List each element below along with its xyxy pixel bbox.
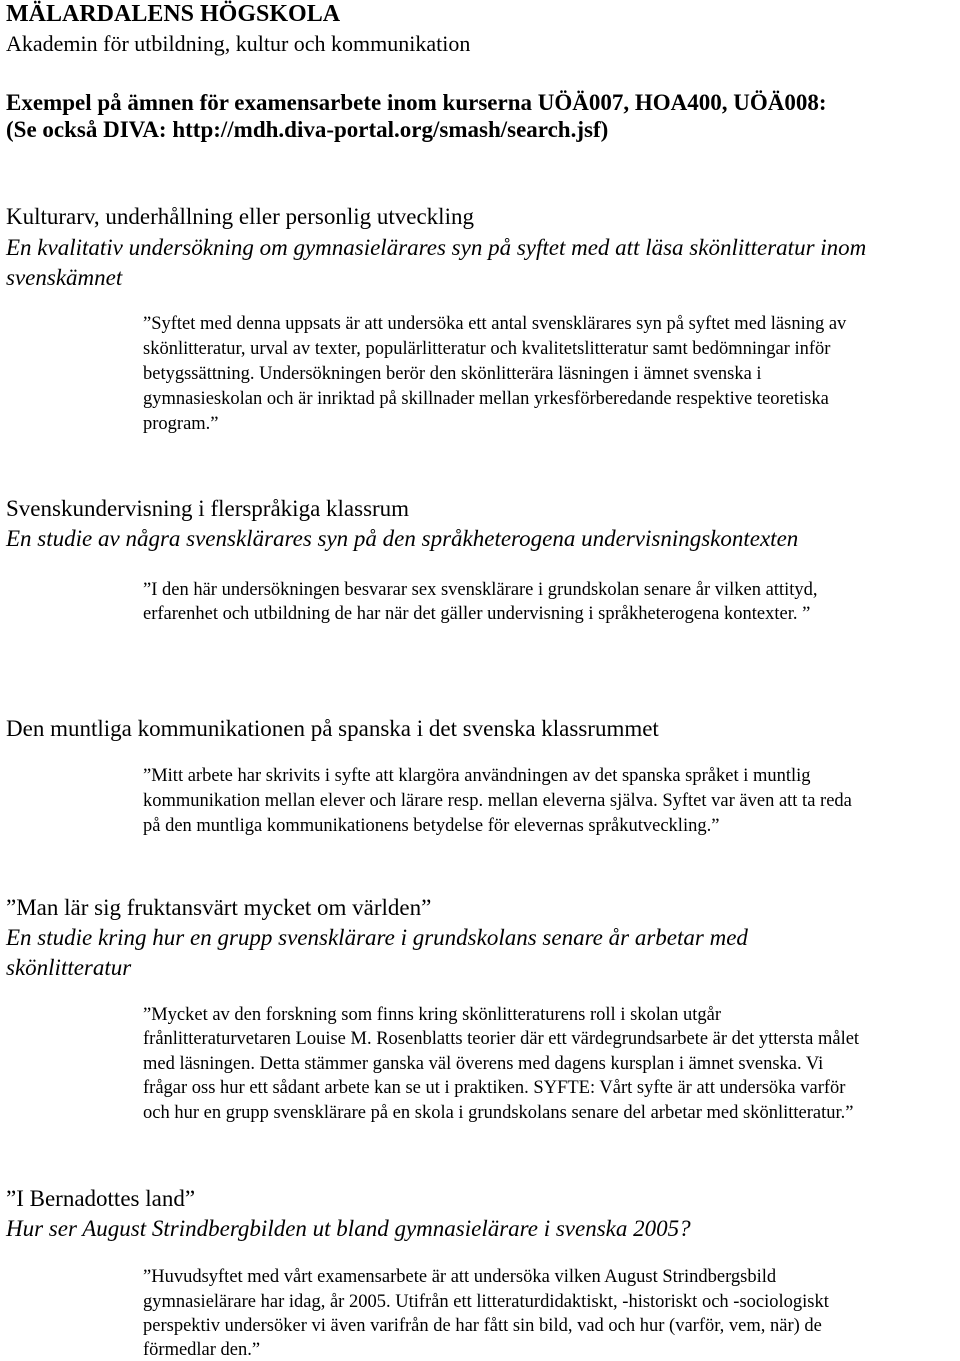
entry-4-abstract-line-5: och hur en grupp svensklärare på en skola i grundskolans senare del arbetar med skönlitteratur.” (143, 1103, 854, 1123)
entry-5-title: ”I Bernadottes land” (6, 1186, 196, 1211)
entry-1-title: Kulturarv, underhållning eller personlig utveckling (6, 204, 474, 229)
academy-name: Akademin för utbildning, kultur och kommunikation (6, 31, 471, 56)
university-name: MÄLARDALENS HÖGSKOLA (6, 1, 341, 27)
entry-1-subtitle-line-1: En kvalitativ undersökning om gymnasielärares syn på syftet med att läsa skönlitteratur inom (6, 235, 867, 260)
entry-4-abstract-line-2: frånlitteraturvetaren Louise M. Rosenblatts teorier där ett värdegrundsarbete är det yttersta målet (143, 1029, 860, 1049)
entry-1-abstract-line-5: program.” (143, 414, 219, 434)
entry-4-abstract-line-4: frågar oss hur ett sådant arbete kan se ut i praktiken. SYFTE: Vårt syfte är att undersöka varför (143, 1078, 846, 1098)
entry-2-abstract-line-1: ”I den här undersökningen besvarar sex svensklärare i grundskolan senare år vilken attityd, (143, 580, 818, 600)
entry-4-abstract-line-3: med läsningen. Detta stämmer ganska väl överens med dagens kursplan i ämnet svenska. Vi (143, 1054, 824, 1074)
entry-5-abstract-line-2: gymnasielärare har idag, år 2005. Utifrån ett litteraturdidaktiskt, -historiskt och -sociologiskt (143, 1292, 829, 1312)
entry-5-subtitle: Hur ser August Strindbergbilden ut bland gymnasielärare i svenska 2005? (6, 1216, 691, 1241)
entry-4-title: ”Man lär sig fruktansvärt mycket om världen” (6, 895, 432, 920)
entry-1-abstract-line-3: betygssättning. Undersökningen berör den skönlitterära läsningen i ämnet svenska i (143, 364, 762, 384)
entry-1-subtitle-line-2: svenskämnet (6, 265, 123, 290)
entry-1-abstract-line-1: ”Syftet med denna uppsats är att undersöka ett antal svensklärares syn på syftet med läsning av (143, 314, 847, 334)
intro-line-2: (Se också DIVA: http://mdh.diva-portal.org/smash/search.jsf) (6, 117, 609, 142)
entry-5-abstract-line-1: ”Huvudsyftet med vårt examensarbete är att undersöka vilken August Strindbergsbild (143, 1267, 777, 1287)
entry-4-subtitle-line-1: En studie kring hur en grupp svensklärare i grundskolans senare år arbetar med (6, 925, 748, 950)
entry-3-title: Den muntliga kommunikationen på spanska i det svenska klassrummet (6, 716, 659, 741)
entry-2-abstract-line-2: erfarenhet och utbildning de har när det gäller undervisning i språkheterogena kontexter. ” (143, 604, 811, 624)
intro-line-1: Exempel på ämnen för examensarbete inom kurserna UÖÄ007, HOA400, UÖÄ008: (6, 90, 827, 115)
entry-3-abstract-line-2: kommunikation mellan elever och lärare resp. mellan eleverna själva. Syftet var även att ta reda (143, 791, 852, 811)
entry-1-abstract-line-4: gymnasieskolan och är inriktad på skillnader mellan yrkesförberedande respektive teoretiska (143, 389, 829, 409)
entry-3-abstract-line-1: ”Mitt arbete har skrivits i syfte att klargöra användningen av det spanska språket i muntlig (143, 766, 811, 786)
entry-2-title: Svenskundervisning i flerspråkiga klassrum (6, 496, 410, 521)
entry-4-subtitle-line-2: skönlitteratur (6, 955, 132, 980)
entry-5-abstract-line-3: perspektiv undersöker vi även varifrån de har fått sin bild, vad och hur (varför, vem, när) de (143, 1316, 822, 1336)
entry-3-abstract-line-3: på den muntliga kommunikationens betydelse för elevernas språkutveckling.” (143, 816, 720, 836)
entry-2-subtitle: En studie av några svensklärares syn på den språkheterogena undervisningskontexten (6, 526, 799, 551)
entry-1-abstract-line-2: skönlitteratur, urval av texter, populärlitteratur och kvalitetslitteratur samt bedömningar inför (143, 339, 831, 359)
entry-4-abstract-line-1: ”Mycket av den forskning som finns kring skönlitteraturens roll i skolan utgår (143, 1005, 722, 1025)
entry-5-abstract-line-4: förmedlar den.” (143, 1340, 261, 1360)
